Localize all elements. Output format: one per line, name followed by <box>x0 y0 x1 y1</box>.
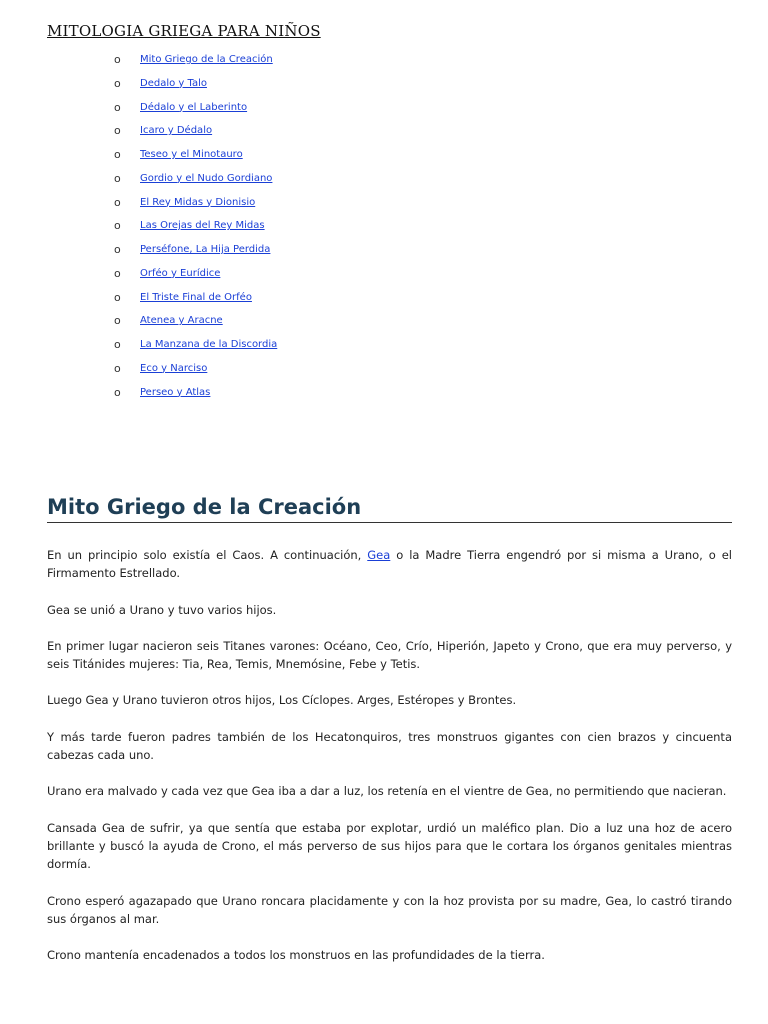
toc-title: MITOLOGIA GRIEGA PARA NIÑOS <box>47 22 321 40</box>
bullet-icon: o <box>114 53 121 66</box>
paragraph: Luego Gea y Urano tuvieron otros hijos, Los Cíclopes. Arges, Estéropes y Brontes. <box>47 693 517 708</box>
bullet-icon: o <box>114 171 121 185</box>
toc-link-orejas-rey-midas[interactable]: Las Orejas del Rey Midas <box>140 220 265 232</box>
paragraph: Cansada Gea de sufrir, ya que sentía que estaba por explotar, urdió un maléfico plan. Dio a luz una hoz de acero brillante y buscó la ayuda de Crono, el más perverso de sus hijos para que le cortara los órganos genitales mientras dormía. <box>47 820 732 872</box>
toc-link-gordio-nudo[interactable]: Gordio y el Nudo Gordiano <box>140 172 273 184</box>
paragraph: Crono esperó agazapado que Urano roncara placidamente y con la hoz provista por su madre, Gea, lo castró tirando sus órganos al mar. <box>47 893 732 926</box>
bullet-icon: o <box>114 124 121 138</box>
toc-link-mito-griego-creacion[interactable]: Mito Griego de la Creación <box>140 54 273 65</box>
gea-link[interactable]: Gea <box>367 548 391 562</box>
bullet-icon: o <box>114 266 121 280</box>
toc-link-atenea-aracne[interactable]: Atenea y Aracne <box>140 315 223 327</box>
paragraph: Y más tarde fueron padres también de los Hecatonquiros, tres monstruos gigantes con cien brazos y cincuenta cabezas cada uno. <box>47 729 732 763</box>
toc-link-teseo-minotauro[interactable]: Teseo y el Minotauro <box>140 149 243 160</box>
bullet-icon: o <box>114 361 121 375</box>
paragraph: En primer lugar nacieron seis Titanes varones: Océano, Ceo, Crío, Hiperión, Japeto y Crono, que era muy perverso, y seis Titánides mujeres: Tia, Rea, Temis, Mnemósine, Febe y Tetis. <box>47 638 732 672</box>
toc-link-persefone[interactable]: Perséfone, La Hija Perdida <box>140 244 271 255</box>
toc-link-perseo-atlas[interactable]: Perseo y Atlas <box>140 386 211 398</box>
toc-link-manzana-discordia[interactable]: La Manzana de la Discordia <box>140 339 278 350</box>
bullet-icon: o <box>114 148 121 161</box>
toc-link-rey-midas-dionisio[interactable]: El Rey Midas y Dionisio <box>140 196 256 208</box>
toc-link-orfeo-euridice[interactable]: Orféo y Eurídice <box>140 267 221 279</box>
paragraph: Urano era malvado y cada vez que Gea iba a dar a luz, los retenía en el vientre de Gea, no permitiendo que nacieran. <box>47 784 727 799</box>
article-body <box>47 546 732 982</box>
paragraph <box>47 546 732 583</box>
toc-link-eco-narciso[interactable]: Eco y Narciso <box>140 362 208 374</box>
paragraph: Crono mantenía encadenados a todos los monstruos en las profundidades de la tierra. <box>47 948 545 963</box>
bullet-icon: o <box>114 290 121 304</box>
bullet-icon: o <box>114 76 121 90</box>
toc-link-dedalo-talo[interactable]: Dedalo y Talo <box>140 77 207 89</box>
bullet-icon: o <box>114 385 121 399</box>
toc-link-triste-final-orfeo[interactable]: El Triste Final de Orféo <box>140 291 252 303</box>
paragraph-text: o la Madre Tierra engendró por si misma a Urano, o el Firmamento Estrellado. <box>47 548 732 581</box>
bullet-icon: o <box>114 338 121 351</box>
bullet-icon: o <box>114 195 121 209</box>
paragraph-text: En un principio solo existía el Caos. A continuación, <box>47 548 368 562</box>
bullet-icon: o <box>114 219 121 233</box>
bullet-icon: o <box>114 243 121 256</box>
toc-link-icaro-dedalo[interactable]: Icaro y Dédalo <box>140 125 213 137</box>
bullet-icon: o <box>114 314 121 328</box>
article-title: Mito Griego de la Creación <box>47 494 732 523</box>
bullet-icon: o <box>114 100 121 114</box>
paragraph: Gea se unió a Urano y tuvo varios hijos. <box>47 602 277 617</box>
toc-link-dedalo-laberinto[interactable]: Dédalo y el Laberinto <box>140 101 248 113</box>
